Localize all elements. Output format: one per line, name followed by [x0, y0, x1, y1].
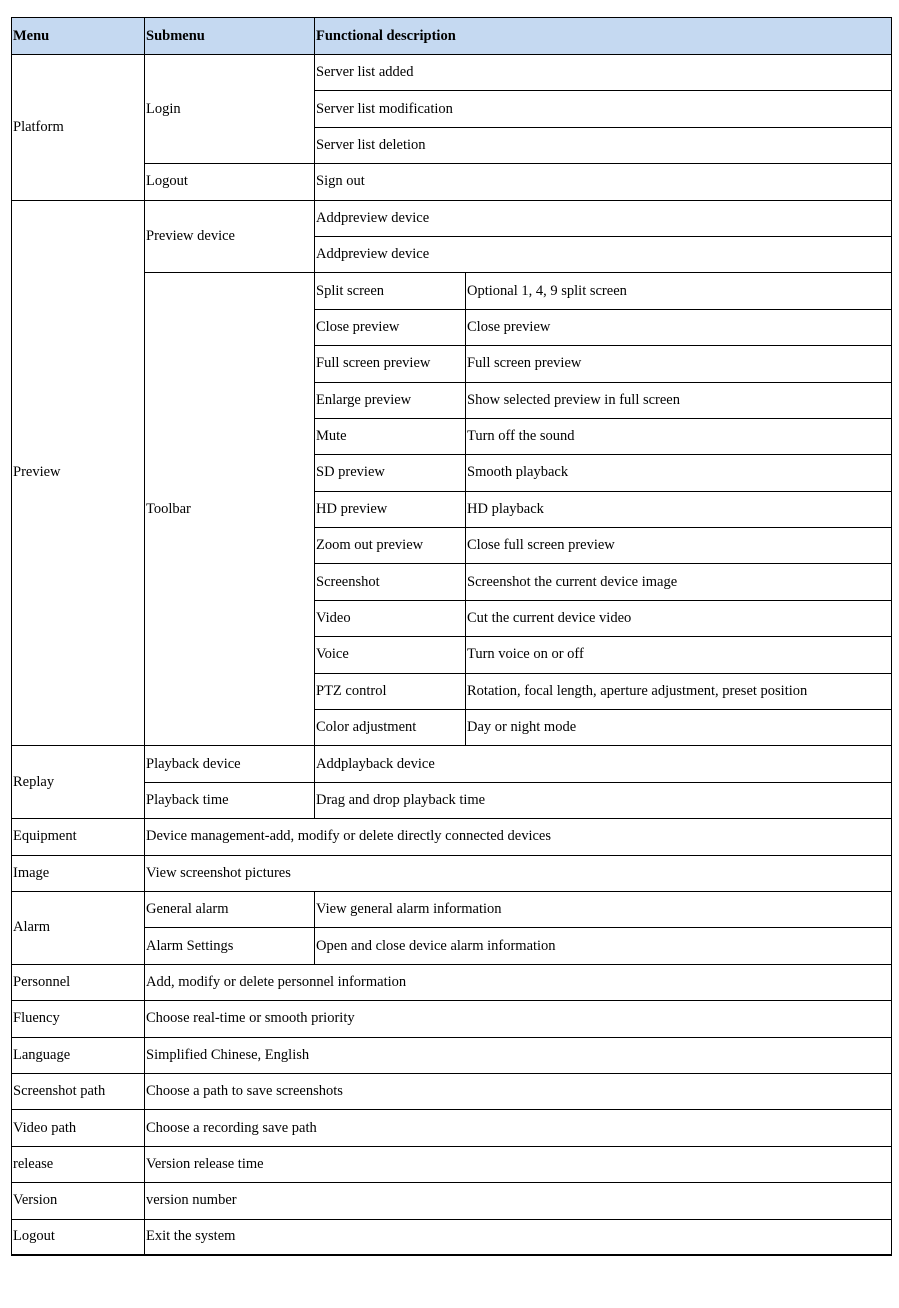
table-row	[12, 1146, 892, 1182]
tool-name-cell: HD preview	[315, 491, 466, 527]
submenu-cell-login: Login	[145, 55, 315, 164]
tool-name-cell: Video	[315, 600, 466, 636]
table-row	[12, 1001, 892, 1037]
header-description: Functional description	[315, 18, 892, 55]
description-cell: Choose a path to save screenshots	[145, 1073, 892, 1109]
tool-name-cell: Screenshot	[315, 564, 466, 600]
menu-cell-platform: Platform	[12, 55, 145, 201]
menu-cell-image: Image	[12, 855, 145, 891]
description-cell: Sign out	[315, 164, 892, 200]
tool-name-cell: PTZ control	[315, 673, 466, 709]
menu-cell-alarm: Alarm	[12, 891, 145, 964]
submenu-cell: Alarm Settings	[145, 928, 315, 964]
menu-cell-equipment: Equipment	[12, 819, 145, 855]
header-submenu: Submenu	[145, 18, 315, 55]
description-cell: Drag and drop playback time	[315, 782, 892, 818]
description-cell: version number	[145, 1183, 892, 1219]
description-cell: Exit the system	[145, 1219, 892, 1255]
submenu-cell-logout: Logout	[145, 164, 315, 200]
description-cell: Open and close device alarm information	[315, 928, 892, 964]
description-cell: View general alarm information	[315, 891, 892, 927]
table-row	[12, 891, 892, 927]
submenu-cell: General alarm	[145, 891, 315, 927]
tool-desc-cell: HD playback	[466, 491, 892, 527]
tool-desc-cell: Close preview	[466, 309, 892, 345]
table-row	[12, 1073, 892, 1109]
table-row	[12, 1219, 892, 1255]
tool-desc-cell: Smooth playback	[466, 455, 892, 491]
description-cell: Server list modification	[315, 91, 892, 127]
tool-name-cell: Mute	[315, 418, 466, 454]
menu-cell-replay: Replay	[12, 746, 145, 819]
tool-desc-cell: Turn voice on or off	[466, 637, 892, 673]
tool-desc-cell: Rotation, focal length, aperture adjustment, preset position	[466, 673, 892, 709]
tool-name-cell: Split screen	[315, 273, 466, 309]
description-cell: Choose real-time or smooth priority	[145, 1001, 892, 1037]
tool-name-cell: Color adjustment	[315, 710, 466, 746]
description-cell: Addpreview device	[315, 236, 892, 272]
menu-cell: Screenshot path	[12, 1073, 145, 1109]
menu-cell: Language	[12, 1037, 145, 1073]
table-row	[12, 1183, 892, 1219]
menu-cell: release	[12, 1146, 145, 1182]
table-row	[12, 746, 892, 782]
tool-desc-cell: Optional 1, 4, 9 split screen	[466, 273, 892, 309]
tool-desc-cell: Show selected preview in full screen	[466, 382, 892, 418]
table-row	[12, 1037, 892, 1073]
description-cell: Server list deletion	[315, 127, 892, 163]
tool-desc-cell: Full screen preview	[466, 346, 892, 382]
tool-name-cell: Close preview	[315, 309, 466, 345]
header-menu: Menu	[12, 18, 145, 55]
menu-cell: Video path	[12, 1110, 145, 1146]
menu-cell-preview: Preview	[12, 200, 145, 746]
table-row	[12, 200, 892, 236]
submenu-cell-preview-device: Preview device	[145, 200, 315, 273]
submenu-cell: Playback device	[145, 746, 315, 782]
table-row	[12, 55, 892, 91]
submenu-cell: Playback time	[145, 782, 315, 818]
menu-cell: Fluency	[12, 1001, 145, 1037]
tool-desc-cell: Cut the current device video	[466, 600, 892, 636]
tool-desc-cell: Screenshot the current device image	[466, 564, 892, 600]
tool-desc-cell: Close full screen preview	[466, 528, 892, 564]
table-header-row	[12, 18, 892, 55]
table-row	[12, 964, 892, 1000]
tool-name-cell: Zoom out preview	[315, 528, 466, 564]
description-cell: Choose a recording save path	[145, 1110, 892, 1146]
menu-cell: Personnel	[12, 964, 145, 1000]
description-cell: Addpreview device	[315, 200, 892, 236]
tool-name-cell: Voice	[315, 637, 466, 673]
menu-cell: Logout	[12, 1219, 145, 1255]
menu-cell: Version	[12, 1183, 145, 1219]
description-cell: Add, modify or delete personnel information	[145, 964, 892, 1000]
table-row	[12, 1110, 892, 1146]
description-cell: Simplified Chinese, English	[145, 1037, 892, 1073]
tool-desc-cell: Turn off the sound	[466, 418, 892, 454]
description-cell: Version release time	[145, 1146, 892, 1182]
function-table	[11, 17, 892, 1256]
table-row	[12, 819, 892, 855]
table-row	[12, 855, 892, 891]
description-cell: Addplayback device	[315, 746, 892, 782]
description-cell: View screenshot pictures	[145, 855, 892, 891]
tool-name-cell: SD preview	[315, 455, 466, 491]
description-cell: Device management-add, modify or delete directly connected devices	[145, 819, 892, 855]
tool-name-cell: Full screen preview	[315, 346, 466, 382]
tool-name-cell: Enlarge preview	[315, 382, 466, 418]
description-cell: Server list added	[315, 55, 892, 91]
submenu-cell-toolbar: Toolbar	[145, 273, 315, 746]
tool-desc-cell: Day or night mode	[466, 710, 892, 746]
